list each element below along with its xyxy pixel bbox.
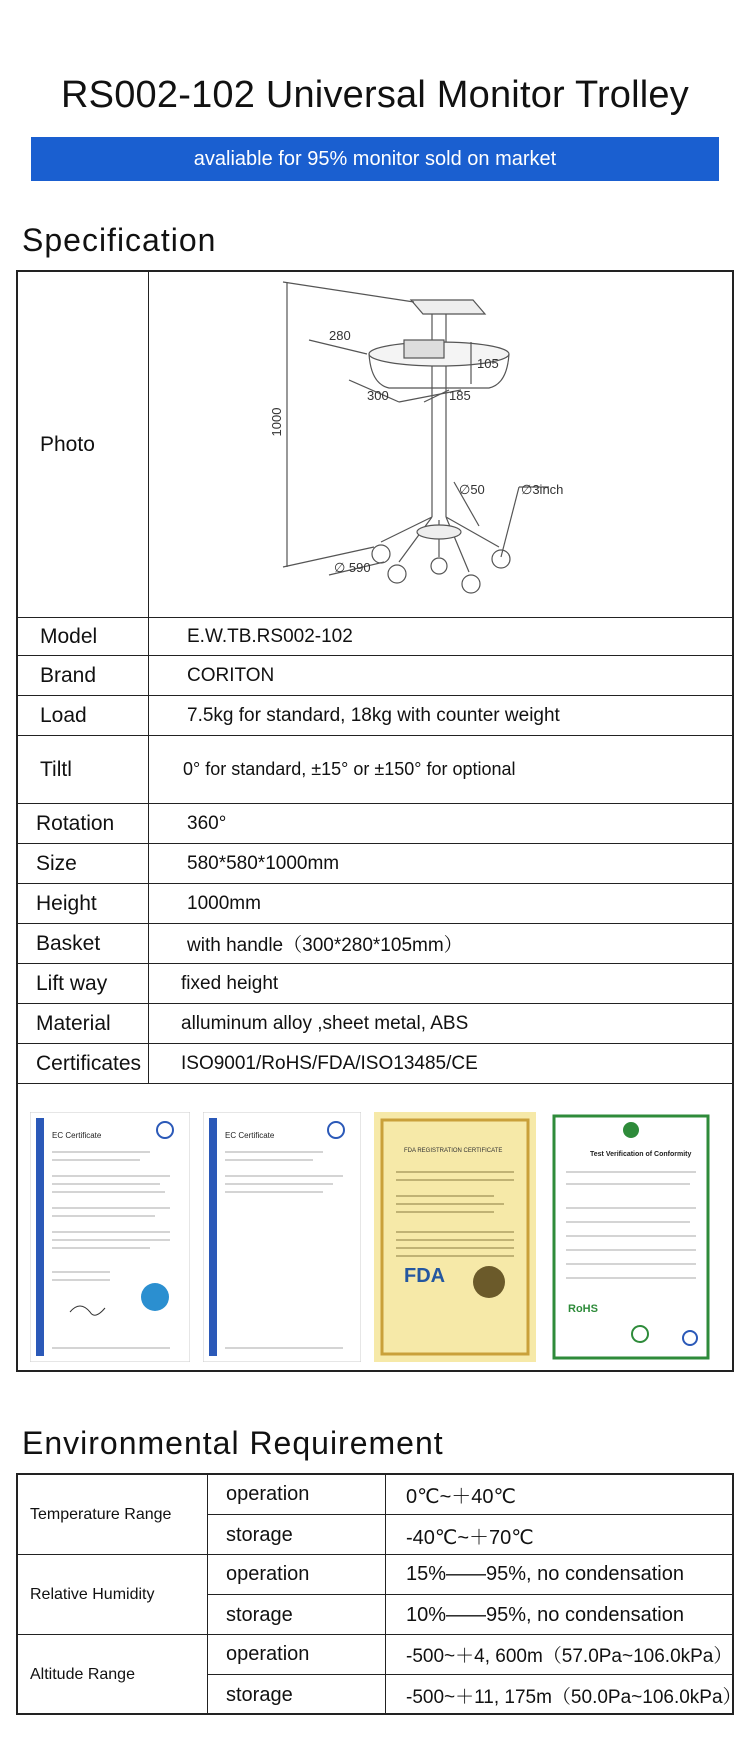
specification-table — [16, 270, 734, 1372]
env-row-label: operation — [208, 1475, 386, 1514]
spec-row-basket — [18, 924, 732, 964]
certificate-gallery — [18, 1102, 732, 1372]
spec-value: 7.5kg for standard, 18kg with counter weight — [187, 704, 560, 726]
spec-value: alluminum alloy ,sheet metal, ABS — [181, 1012, 469, 1034]
page-title: RS002-102 Universal Monitor Trolley — [61, 74, 689, 116]
spec-value: CORITON — [187, 664, 275, 686]
specification-heading: Specification — [22, 222, 217, 258]
spec-label: Material — [18, 1004, 149, 1043]
svg-text:FDA: FDA — [404, 1265, 446, 1287]
spec-row-photo — [18, 272, 732, 618]
spec-value: 360° — [187, 812, 227, 834]
spec-row-lift-way — [18, 964, 732, 1004]
env-row-operation — [208, 1635, 732, 1675]
spec-row-material — [18, 1004, 732, 1044]
svg-text:RoHS: RoHS — [568, 1303, 598, 1315]
env-group-temperature — [18, 1475, 732, 1555]
spec-row-model — [18, 618, 732, 656]
env-row-value: -500~＋11, 175m（50.0Pa~106.0kPa） — [406, 1686, 742, 1708]
dim-wheel-label: ∅3inch — [521, 482, 564, 497]
env-row-value: 10%——95%, no condensation — [406, 1603, 684, 1626]
svg-text:EC Certificate: EC Certificate — [52, 1131, 102, 1140]
ec-certificate-image-1 — [30, 1112, 190, 1362]
env-group-label: Temperature Range — [18, 1475, 208, 1555]
spec-label: Photo — [18, 272, 149, 617]
env-group-label: Altitude Range — [18, 1635, 208, 1715]
spec-row-load — [18, 696, 732, 736]
env-row-label: storage — [208, 1595, 386, 1635]
spec-row-rotation — [18, 804, 732, 844]
spec-row-tilt — [18, 736, 732, 804]
env-row-label: operation — [208, 1635, 386, 1674]
spec-row-certificates — [18, 1044, 732, 1084]
spec-value: 1000mm — [187, 892, 261, 914]
env-group-humidity — [18, 1555, 732, 1635]
trolley-dimension-drawing — [149, 272, 732, 618]
spec-label: Rotation — [18, 804, 149, 843]
environmental-heading: Environmental Requirement — [22, 1425, 444, 1461]
spec-value: fixed height — [181, 972, 279, 994]
env-group-altitude — [18, 1635, 742, 1715]
spec-label: Model — [18, 618, 149, 655]
spec-label: Height — [18, 884, 149, 923]
spec-row-brand — [18, 656, 732, 696]
spec-label: Size — [18, 844, 149, 883]
env-row-storage — [208, 1675, 742, 1715]
env-row-label: storage — [208, 1675, 386, 1715]
svg-text:Test Verification of Conformit: Test Verification of Conformity — [590, 1151, 692, 1158]
fda-certificate-image — [374, 1112, 536, 1362]
env-row-operation — [208, 1555, 732, 1595]
dim-height-label: 1000 — [269, 407, 284, 437]
spec-label: Brand — [18, 656, 149, 695]
dim-pole-diameter-label: ∅50 — [459, 482, 485, 497]
spec-label: Tiltl — [18, 736, 149, 803]
env-row-operation — [208, 1475, 732, 1515]
spec-value: 580*580*1000mm — [187, 852, 340, 874]
dim-tray-depth-label: 280 — [329, 328, 351, 343]
spec-row-size — [18, 844, 732, 884]
spec-label: Certificates — [18, 1044, 149, 1083]
spec-value: with handle（300*280*105mm） — [187, 935, 463, 956]
rohs-certificate-image — [550, 1112, 712, 1362]
env-group-label: Relative Humidity — [18, 1555, 208, 1635]
env-row-label: storage — [208, 1515, 386, 1555]
env-row-storage — [208, 1515, 732, 1555]
spec-label: Basket — [18, 924, 149, 963]
dim-basket-depth-label: 185 — [449, 388, 471, 403]
env-row-value: 0℃~＋40℃ — [406, 1486, 516, 1508]
ec-certificate-image-2 — [203, 1112, 361, 1362]
svg-text:EC Certificate: EC Certificate — [225, 1131, 275, 1140]
spec-value: 0° for standard, ±15° or ±150° for optional — [183, 759, 516, 779]
spec-value: E.W.TB.RS002-102 — [187, 625, 353, 647]
spec-label: Lift way — [18, 964, 149, 1003]
dim-basket-height-label: 105 — [477, 356, 499, 371]
env-row-value: -40℃~＋70℃ — [406, 1526, 534, 1549]
availability-banner: avaliable for 95% monitor sold on market — [31, 137, 719, 181]
env-row-value: 15%——95%, no condensation — [406, 1563, 684, 1585]
dim-base-diameter-label: ∅ 590 — [334, 560, 371, 575]
environmental-table — [16, 1473, 742, 1715]
svg-text:FDA REGISTRATION CERTIFICATE: FDA REGISTRATION CERTIFICATE — [404, 1148, 503, 1154]
spec-row-height — [18, 884, 732, 924]
spec-value: ISO9001/RoHS/FDA/ISO13485/CE — [181, 1052, 478, 1074]
env-row-label: operation — [208, 1555, 386, 1594]
dim-basket-width-label: 300 — [367, 388, 389, 403]
spec-label: Load — [18, 696, 149, 735]
env-row-value: -500~＋4, 600m（57.0Pa~106.0kPa） — [406, 1646, 733, 1667]
env-row-storage — [208, 1595, 732, 1635]
